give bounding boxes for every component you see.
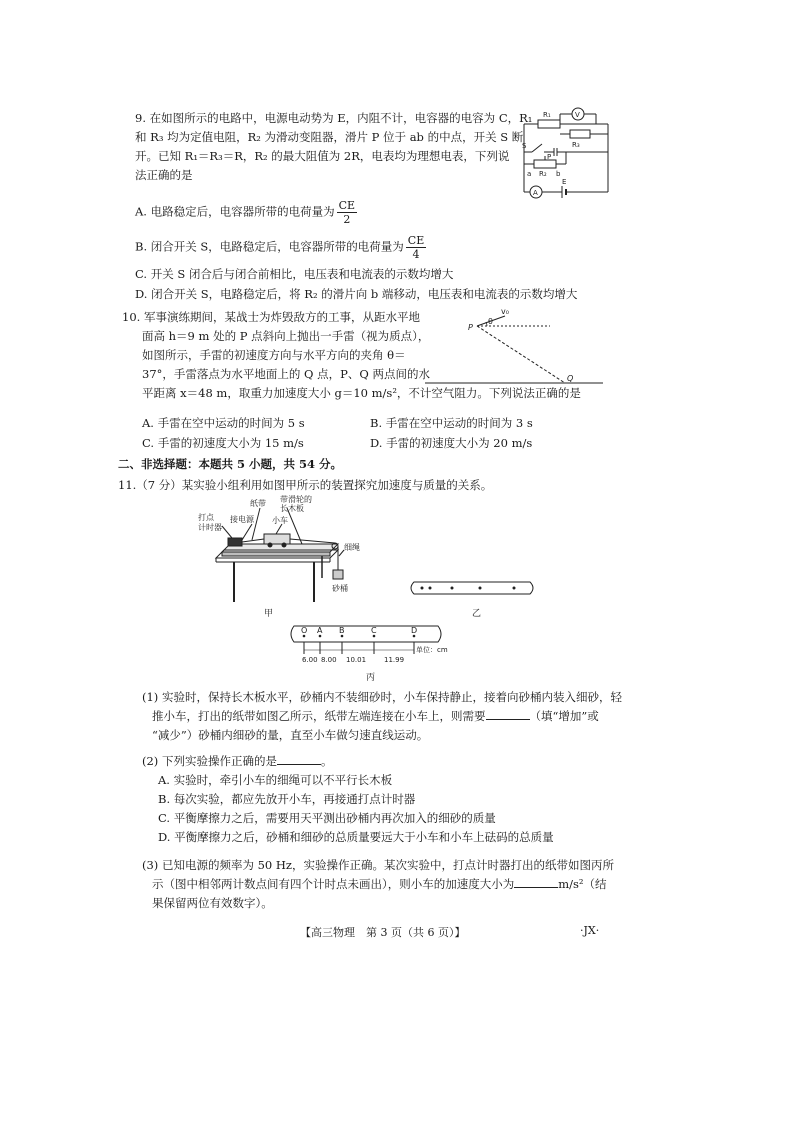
answer-blank-3[interactable] bbox=[514, 875, 558, 888]
q9-line: 法正确的是 bbox=[135, 168, 193, 182]
charge-fraction: $\frac{CE}{2}$ bbox=[338, 199, 356, 226]
q9-line: 开。已知 R₁＝R₃＝R，R₂ 的最大阻值为 2R，电表均为理想电表，下列说 bbox=[135, 149, 510, 163]
q9-option-d: D. 闭合开关 S，电路稳定后，将 R₂ 的滑片向 b 端移动，电压表和电流表的示数均增大 bbox=[135, 287, 578, 301]
q11-p3-line1: (3) 已知电源的频率为 50 Hz，实验操作正确。某次实验中，打点计时器打出的纸带如图丙所 bbox=[142, 858, 614, 872]
fig-jia-apparatus bbox=[192, 494, 382, 620]
answer-blank-2[interactable] bbox=[277, 752, 321, 765]
voltmeter-label: V bbox=[575, 111, 580, 119]
q10-line: 10. 军事演练期间，某战士为炸毁敌方的工事，从距水平地 bbox=[122, 310, 420, 324]
q11-p3-line3: 果保留两位有效数字）。 bbox=[152, 896, 273, 910]
point-d-label: D bbox=[411, 626, 418, 635]
label-board-1: 带滑轮的 bbox=[280, 495, 312, 504]
footer-code: ·JX· bbox=[580, 924, 600, 937]
fig-bing-caption: 丙 bbox=[366, 673, 376, 683]
q11-p2-option-b: B. 每次实验，都应先放开小车，再接通打点计时器 bbox=[158, 792, 416, 806]
terminal-b-label: b bbox=[556, 170, 561, 178]
spacing-cd: 11.99 bbox=[384, 656, 405, 664]
q11-p2-option-a: A. 实验时，牵引小车的细绳可以不平行长木板 bbox=[158, 773, 393, 787]
q10-option-b: B. 手雷在空中运动的时间为 3 s bbox=[370, 416, 533, 430]
label-cart: 小车 bbox=[272, 516, 288, 525]
q11-p2-option-d: D. 平衡摩擦力之后，砂桶和细砂的总质量要远大于小车和小车上砝码的总质量 bbox=[158, 830, 554, 844]
label-power: 接电源 bbox=[230, 515, 254, 524]
point-b-label: B bbox=[339, 626, 345, 635]
spacing-bc: 10.01 bbox=[346, 656, 367, 664]
fig-yi-caption: 乙 bbox=[472, 609, 482, 619]
point-p-label: P bbox=[468, 323, 473, 332]
q10-option-a: A. 手雷在空中运动的时间为 5 s bbox=[142, 416, 305, 430]
label-board-2: 长木板 bbox=[280, 504, 304, 513]
label-tape: 纸带 bbox=[250, 499, 266, 508]
point-q-label: Q bbox=[567, 374, 574, 383]
q11-part3 bbox=[142, 856, 662, 913]
section-two-heading: 二、非选择题：本题共 5 小题，共 54 分。 bbox=[118, 457, 343, 471]
terminal-a-label: a bbox=[527, 170, 532, 178]
q11-intro: 11.（7 分）某实验小组利用如图甲所示的装置探究加速度与质量的关系。 bbox=[118, 478, 493, 492]
q10-option-d: D. 手雷的初速度大小为 20 m/s bbox=[370, 436, 533, 450]
q11-p1-line1: (1) 实验时，保持长木板水平，砂桶内不装细砂时，小车保持静止，接着向砂桶内装入细砂，轻 bbox=[142, 690, 622, 704]
spacing-oa: 6.00 bbox=[302, 656, 318, 664]
q11-part2 bbox=[142, 752, 662, 847]
r2-label: R₂ bbox=[539, 170, 547, 178]
r1-label: R₁ bbox=[543, 111, 551, 119]
r3-label: R₃ bbox=[572, 141, 580, 149]
point-a-label: A bbox=[317, 626, 323, 635]
q9-line: 9. 在如图所示的电路中，电源电动势为 E，内阻不计，电容器的电容为 C，R₁ bbox=[135, 111, 533, 125]
q10-line: 37°，手雷落点为水平地面上的 Q 点，P、Q 两点间的水 bbox=[142, 367, 430, 381]
label-rope: 细绳 bbox=[344, 543, 360, 552]
q9-option-c: C. 开关 S 闭合后与闭合前相比，电压表和电流表的示数均增大 bbox=[135, 267, 454, 281]
answer-blank-1[interactable] bbox=[486, 707, 530, 720]
q10-line: 面高 h＝9 m 处的 P 点斜向上抛出一手雷（视为质点）， bbox=[142, 329, 430, 343]
ammeter-label: A bbox=[533, 189, 538, 197]
switch-label: S bbox=[522, 142, 527, 150]
v0-label: v₀ bbox=[501, 308, 509, 316]
q9-option-b: B. 闭合开关 S，电路稳定后，电容器所带的电荷量为 $\frac{CE}{4}$ bbox=[135, 234, 425, 261]
slider-label: P bbox=[547, 153, 552, 161]
point-c-label: C bbox=[371, 626, 377, 635]
q11-p2-option-c: C. 平衡摩擦力之后，需要用天平测出砂桶内再次加入的细砂的质量 bbox=[158, 811, 496, 825]
theta-label: θ bbox=[488, 317, 493, 326]
q9-option-a: A. 电路稳定后，电容器所带的电荷量为 $\frac{CE}{2}$ bbox=[135, 199, 356, 226]
fig-bing-tape bbox=[290, 620, 450, 684]
q11-p1-line3: “减少”）砂桶内细砂的量，直至小车做匀速直线运动。 bbox=[152, 728, 429, 742]
fig-yi-tape bbox=[410, 578, 540, 620]
q11-p1-line2: 推小车，打出的纸带如图乙所示，纸带左端连接在小车上，则需要 （填“增加”或 bbox=[152, 709, 599, 723]
q11-p2-stem: (2) 下列实验操作正确的是 。 bbox=[142, 754, 333, 768]
unit-label: 单位：cm bbox=[416, 646, 448, 654]
label-bucket: 砂桶 bbox=[332, 584, 348, 593]
footer-page-info: 【高三物理 第 3 页（共 6 页）】 bbox=[300, 926, 466, 939]
label-timer-2: 计时器 bbox=[198, 523, 222, 532]
label-timer-1: 打点 bbox=[198, 513, 214, 522]
q11-p3-line2: 示（图中相邻两计数点间有四个计时点未画出），则小车的加速度大小为 m/s²（结 bbox=[152, 877, 607, 891]
q10-option-c: C. 手雷的初速度大小为 15 m/s bbox=[142, 436, 304, 450]
emf-label: E bbox=[562, 178, 567, 186]
q10-line: 平距离 x＝48 m，取重力加速度大小 g＝10 m/s²，不计空气阻力。下列说法正确的是 bbox=[142, 386, 581, 400]
q10-line: 如图所示，手雷的初速度方向与水平方向的夹角 θ＝ bbox=[142, 348, 406, 362]
charge-fraction: $\frac{CE}{4}$ bbox=[407, 234, 425, 261]
spacing-ab: 8.00 bbox=[321, 656, 337, 664]
fig-jia-caption: 甲 bbox=[264, 609, 274, 619]
q9-circuit-diagram bbox=[518, 104, 618, 204]
point-o-label: O bbox=[301, 626, 308, 635]
q10-trajectory-figure bbox=[425, 308, 605, 388]
q9-line: 和 R₃ 均为定值电阻，R₂ 为滑动变阻器，滑片 P 位于 ab 的中点，开关 S 断 bbox=[135, 130, 524, 144]
q9-stem bbox=[135, 109, 533, 185]
q11-part1 bbox=[142, 688, 662, 745]
